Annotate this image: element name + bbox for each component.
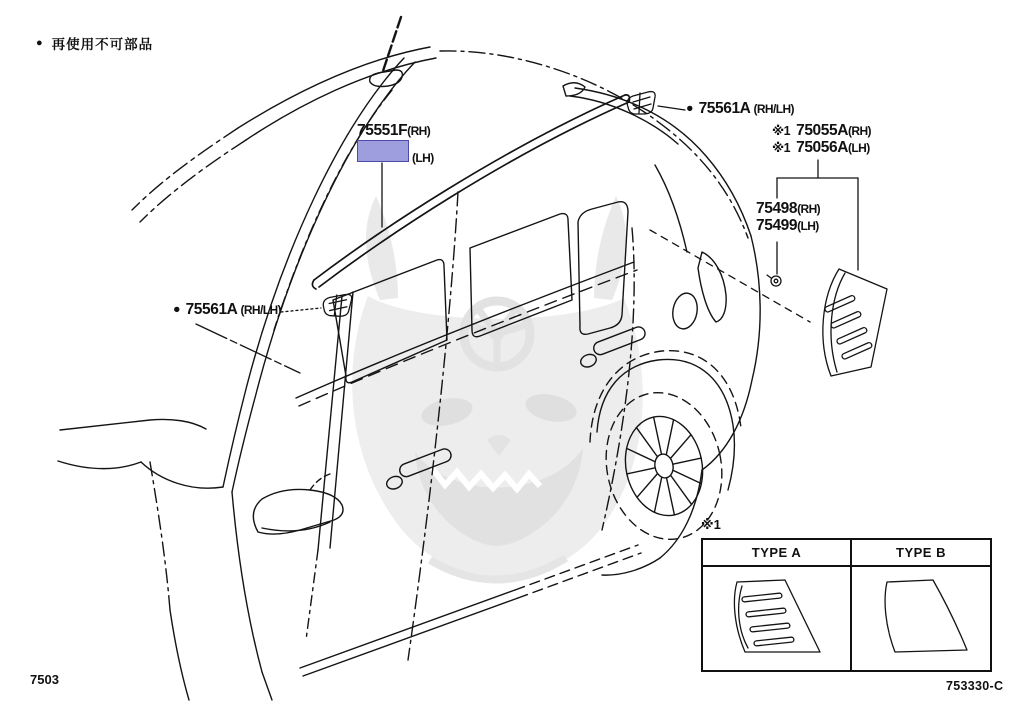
table-header-type-a: TYPE A xyxy=(703,540,850,567)
clip-icon xyxy=(323,293,352,317)
part-side: (LH) xyxy=(797,218,819,233)
table-footnote-ref: ※1 xyxy=(701,517,721,532)
grommet-icon xyxy=(767,275,781,286)
part-side: (RH) xyxy=(797,202,821,216)
non-reusable-parts-legend xyxy=(36,33,153,53)
label-quarter-trim[interactable] xyxy=(772,123,871,156)
part-number[interactable]: 75561A xyxy=(185,301,238,318)
table-cell-type-a xyxy=(703,567,850,670)
part-side: (RH) xyxy=(848,124,871,138)
car-line-art xyxy=(58,17,760,700)
antenna xyxy=(370,17,403,87)
side-mirror xyxy=(253,474,343,534)
figure-number: 7503 xyxy=(30,672,59,687)
part-side: (LH) xyxy=(412,150,434,165)
selected-part-highlight[interactable] xyxy=(357,140,409,162)
label-clip-rear[interactable] xyxy=(686,101,794,117)
part-side: (RH) xyxy=(407,124,431,138)
footnote-ref: ※1 xyxy=(772,124,791,138)
type-variant-table xyxy=(701,538,992,672)
part-number[interactable]: 75551F xyxy=(357,122,408,139)
non-reusable-bullet-icon: ● xyxy=(173,302,181,316)
drawing-number: 753330-C xyxy=(946,679,1004,693)
part-number[interactable]: 75055A xyxy=(796,122,849,139)
part-side: (RH/LH) xyxy=(753,102,794,116)
quarter-trim-drawing[interactable] xyxy=(823,269,887,376)
non-reusable-bullet-icon: ● xyxy=(36,37,43,49)
non-reusable-bullet-icon: ● xyxy=(686,101,694,115)
label-roof-molding[interactable] xyxy=(357,123,434,164)
label-protector[interactable] xyxy=(756,201,820,234)
part-number[interactable]: 75499 xyxy=(756,216,798,234)
part-number[interactable]: 75056A xyxy=(796,138,849,156)
table-cell-type-b xyxy=(850,567,990,670)
footnote-ref: ※1 xyxy=(772,140,791,155)
part-side: (RH/LH) xyxy=(240,303,281,317)
part-side: (LH) xyxy=(848,140,870,155)
legend-text: 再使用不可部品 xyxy=(51,37,154,52)
part-number[interactable]: 75561A xyxy=(698,100,751,117)
table-header-type-b: TYPE B xyxy=(850,540,990,567)
watermark-mascot xyxy=(352,196,643,580)
label-clip-front[interactable] xyxy=(173,302,281,318)
part-number[interactable]: 75498 xyxy=(756,200,798,217)
